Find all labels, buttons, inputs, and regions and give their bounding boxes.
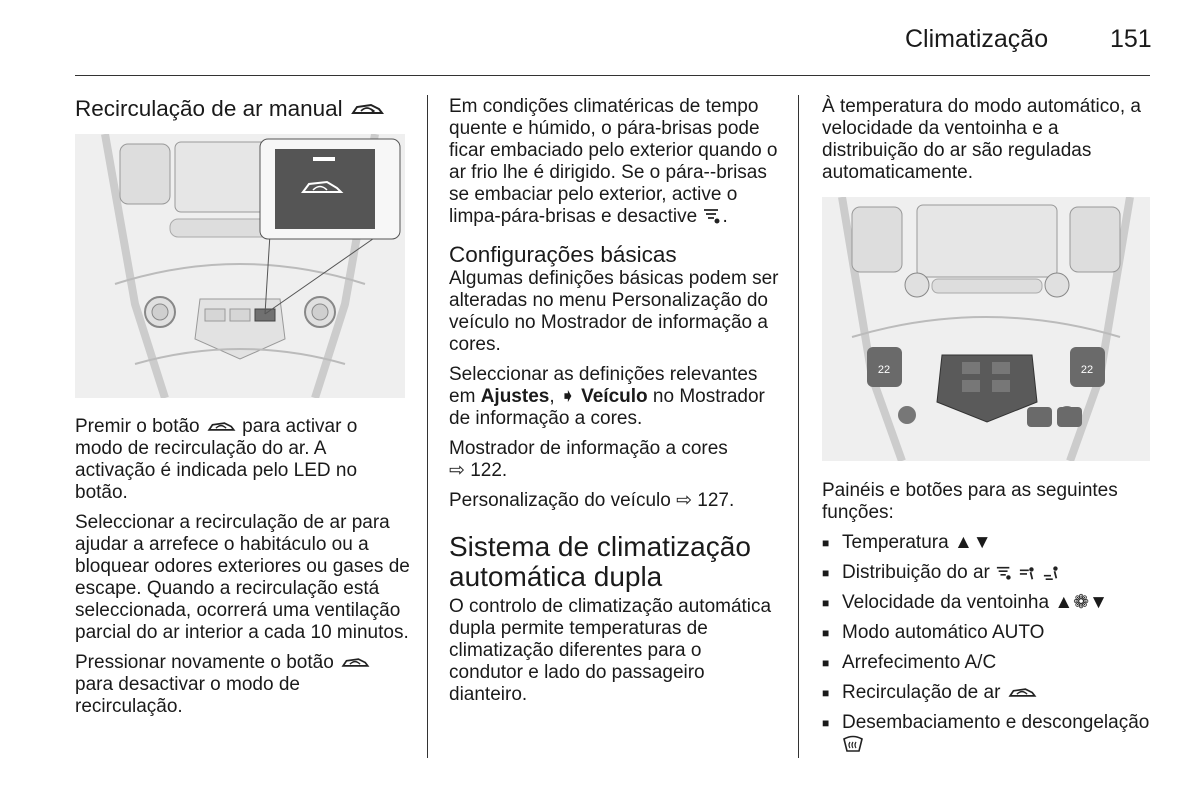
windscreen-airflow-icon: [702, 207, 722, 225]
console-illustration: [75, 134, 405, 398]
paragraph: Personalização do veículo ⇨ 127.: [449, 490, 735, 511]
column-divider: [798, 95, 799, 758]
paragraph: À temperatura do modo automático, a velocidade da ventoinha e a distribuição do ar são reguladas automaticamente.: [822, 96, 1141, 183]
svg-text:22: 22: [877, 364, 891, 376]
paragraph: Painéis e botões para as seguintes funções:: [822, 480, 1118, 523]
head-airflow-icon: [1018, 565, 1036, 581]
figure-center-console-recirculation: [75, 134, 405, 398]
recirculation-icon: [349, 99, 385, 119]
recirculation-icon: [339, 654, 371, 671]
section-heading: Configurações básicas: [449, 242, 677, 267]
figure-dual-climate-control-panel: [822, 197, 1150, 461]
column-3: [822, 96, 1152, 192]
recirculation-icon: [1006, 684, 1038, 701]
column-1-body: [75, 416, 410, 726]
column-1: [75, 96, 410, 122]
column-divider: [427, 95, 428, 758]
paragraph: Seleccionar a recirculação de ar para ajudar a arrefece o habitáculo ou a bloquear odores exteriores ou gases de escape. Quando a recirculação está seleccionada, ocorrerá uma ventilação parcial do ar interior a cada 10 minutos.: [75, 512, 410, 643]
paragraph: O controlo de climatização automática dupla permite temperaturas de climatização diferentes para o condutor e lado do passageiro dianteiro.: [449, 596, 772, 705]
list-item: ■ Desembaciamento e descongelação: [822, 712, 1152, 756]
paragraph: Seleccionar as definições relevantes em Ajustes, ➧ Veículo no Mostrador de informação a cores.: [449, 364, 765, 429]
list-item: ■ Modo automático AUTO: [822, 622, 1152, 644]
paragraph: Em condições climatéricas de tempo quente e húmido, o pára-brisas pode ficar embaciado pelo exterior quando o ar frio lhe é dirigido. Se o pára--brisas se embaciar pelo exterior, active o limpa-pára-brisas e desactive .: [449, 96, 778, 227]
climate-panel-illustration: [822, 197, 1150, 461]
page-number: 151: [1110, 25, 1152, 53]
main-heading: Sistema de climatização automática dupla: [449, 531, 751, 592]
column-3-body: [822, 480, 1152, 764]
cross-reference-link[interactable]: ⇨ 122.: [449, 460, 508, 481]
svg-text:22: 22: [1080, 364, 1094, 376]
windscreen-airflow-icon: [995, 565, 1013, 581]
recirculation-icon: [205, 418, 237, 435]
list-item: ■ Recirculação de ar: [822, 682, 1152, 704]
list-item: ■ Velocidade da ventoinha ▲❁▼: [822, 592, 1152, 614]
list-item: ■ Distribuição do ar: [822, 562, 1152, 584]
list-item: ■ Arrefecimento A/C: [822, 652, 1152, 674]
column-2: [449, 96, 779, 714]
paragraph: Algumas definições básicas podem ser alteradas no menu Personalização do veículo no Mostrador de informação a cores.: [449, 268, 779, 355]
page-title: Climatização: [905, 25, 1049, 53]
foot-airflow-icon: [1042, 565, 1060, 581]
section-heading: Recirculação de ar manual: [75, 96, 410, 122]
paragraph: Pressionar novamente o botão para desactivar o modo de recirculação.: [75, 652, 410, 718]
paragraph: Premir o botão para activar o modo de recirculação do ar. A activação é indicada pelo LED no botão.: [75, 416, 358, 503]
list-item: ■ Temperatura ▲▼: [822, 532, 1152, 554]
defrost-icon: [842, 735, 864, 753]
paragraph: Mostrador de informação a cores ⇨ 122.: [449, 438, 728, 481]
header-divider: [75, 75, 1150, 76]
